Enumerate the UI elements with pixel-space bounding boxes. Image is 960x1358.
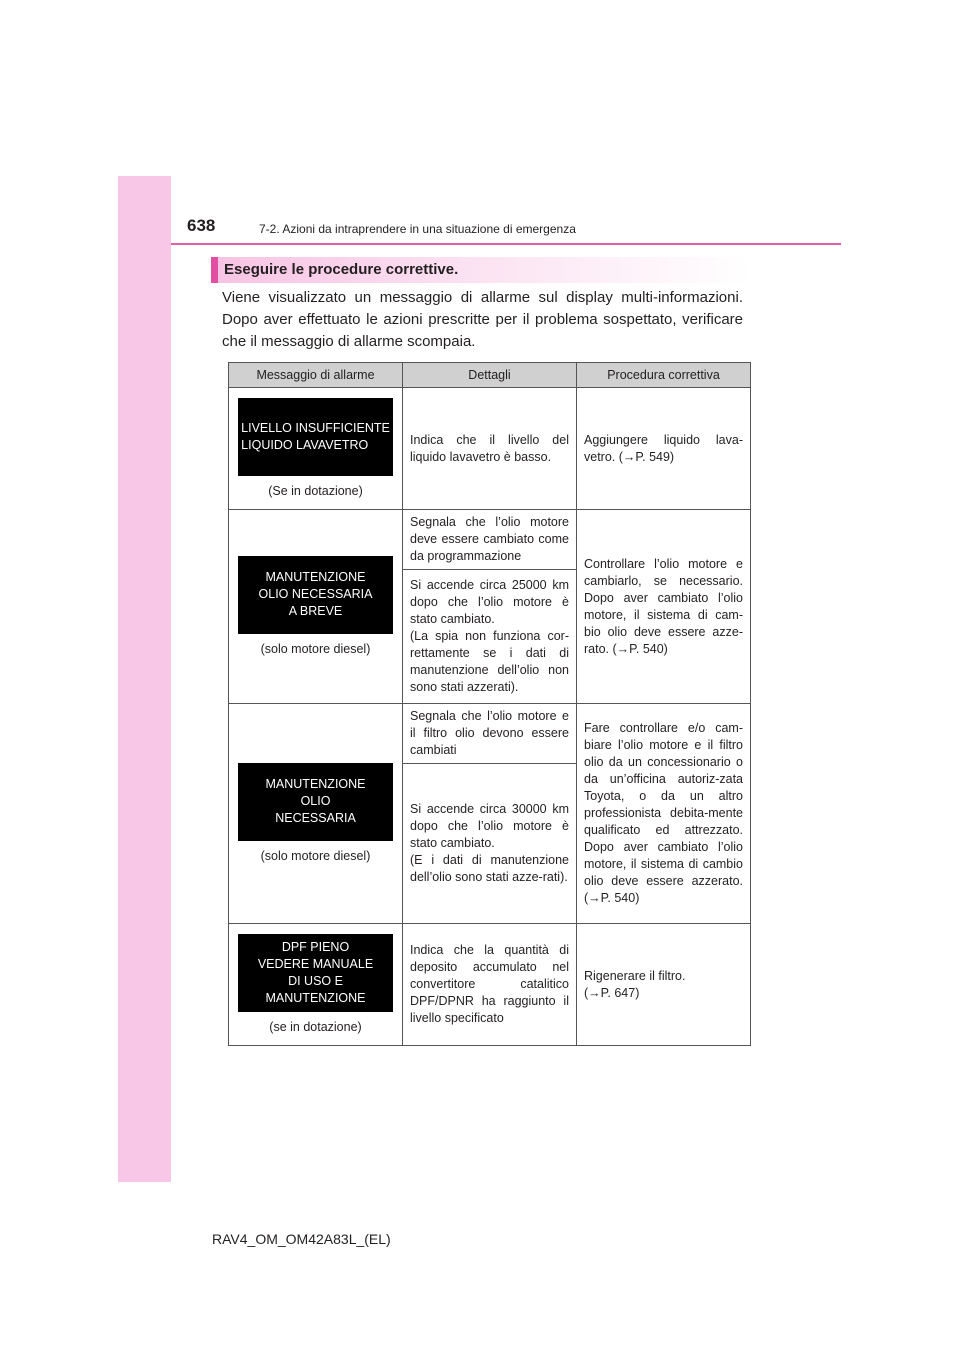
document-code: RAV4_OM_OM42A83L_(EL) [212, 1231, 391, 1247]
procedure-cell: Aggiungere liquido lava-vetro. (→P. 549) [577, 388, 751, 510]
intro-text: Viene visualizzato un messaggio di allarme sul display multi-informazioni. Dopo aver effettuato le azioni prescritte per il problema sospettato, verificare che il messaggio di allarme scompaia. [222, 289, 743, 350]
section-title: Eseguire le procedure correttive. [224, 261, 459, 278]
warning-display-image: LIVELLO INSUFFICIENTE LIQUIDO LAVAVETRO [238, 398, 393, 476]
message-cell [229, 924, 403, 1046]
warning-messages-table [228, 362, 751, 1046]
table-row [229, 924, 751, 1046]
chapter-heading: 7-2. Azioni da intraprendere in una situazione di emergenza [259, 222, 576, 236]
procedure-cell: Controllare l’olio motore e cambiarlo, se necessario. Dopo aver cambiato l’olio motore, il sistema di cam-bio olio deve essere azze-rato. (→P. 540) [577, 510, 751, 704]
procedure-cell: Rigenerare il filtro. (→P. 647) [577, 924, 751, 1046]
page-number: 638 [187, 216, 216, 235]
message-caption: (Se in dotazione) [268, 483, 363, 498]
message-cell [229, 704, 403, 924]
table-row [229, 388, 751, 510]
details-cell: Segnala che l’olio motore deve essere cambiato come da programmazione [403, 510, 577, 570]
message-caption: (solo motore diesel) [260, 848, 371, 863]
header-procedure: Procedura correttiva [577, 363, 751, 388]
procedure-cell: Fare controllare e/o cam-biare l’olio motore e il filtro olio da un concessionario o da un’officina autoriz-zata Toyota, o da un altro professionista debita-mente qualificato ed attrezzato. Dopo aver cambiato l’olio motore, il sistema di cambio olio deve essere azzerato. (→P. 540) [577, 704, 751, 924]
table-row [229, 510, 751, 570]
details-cell: Segnala che l’olio motore e il filtro olio devono essere cambiati [403, 704, 577, 764]
warning-display-image: MANUTENZIONE OLIO NECESSARIA A BREVE [238, 556, 393, 634]
message-cell [229, 510, 403, 704]
chapter-sidebar-tab [118, 176, 171, 1182]
intro-paragraph [222, 287, 743, 353]
details-cell: Si accende circa 25000 km dopo che l’olio motore è stato cambiato. (La spia non funziona cor-rettamente se i dati di manutenzione dell’olio non sono stati azzerati). [403, 570, 577, 704]
header-message: Messaggio di allarme [229, 363, 403, 388]
message-caption: (se in dotazione) [269, 1019, 362, 1034]
details-cell: Si accende circa 30000 km dopo che l’olio motore è stato cambiato. (E i dati di manutenzione dell’olio sono stati azze-rati). [403, 764, 577, 924]
message-cell [229, 388, 403, 510]
section-accent [211, 257, 218, 283]
header-details: Dettagli [403, 363, 577, 388]
details-cell: Indica che la quantità di deposito accumulato nel convertitore catalitico DPF/DPNR ha raggiunto il livello specificato [403, 924, 577, 1046]
message-caption: (solo motore diesel) [260, 641, 371, 656]
warning-display-image: DPF PIENO VEDERE MANUALE DI USO E MANUTENZIONE [238, 934, 393, 1012]
header-divider [171, 243, 841, 245]
table-header-row [229, 363, 751, 388]
details-cell: Indica che il livello del liquido lavavetro è basso. [403, 388, 577, 510]
table-row [229, 704, 751, 764]
warning-display-image: MANUTENZIONE OLIO NECESSARIA [238, 763, 393, 841]
